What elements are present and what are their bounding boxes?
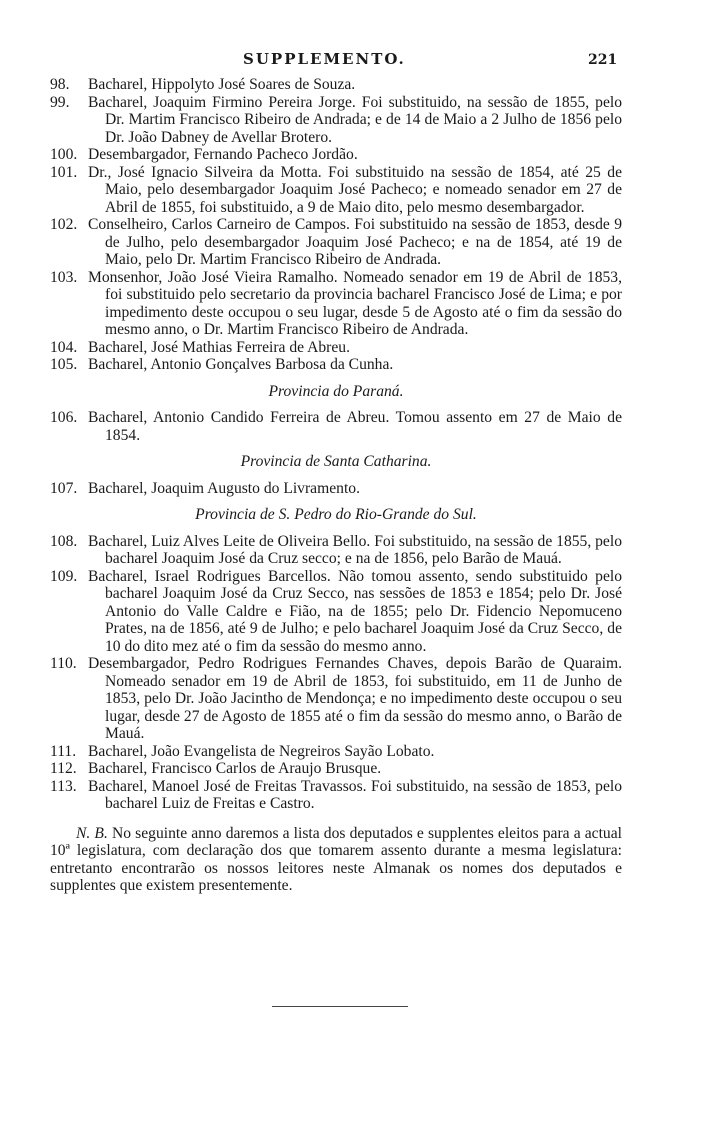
entry-text: Dr., José Ignacio Silveira da Motta. Foi substituido na sessão de 1854, até 25 de Maio, pelo desembargador Joaquim José Pacheco; e nomeado senador em 27 de Abril de 1855, foi substituido, a 9 de Maio dito, pelo mesmo desembargador.	[88, 163, 622, 216]
entry-list-rio-grande	[50, 533, 622, 813]
entry-number: 100.	[50, 146, 78, 163]
list-entry	[50, 568, 622, 656]
page-number: 221	[588, 52, 618, 68]
entry-number: 106.	[50, 409, 78, 426]
entry-number: 113.	[50, 777, 77, 795]
entry-list-sao-paulo	[50, 76, 622, 374]
province-heading-santa-catharina: Provincia de Santa Catharina.	[240, 453, 432, 470]
entry-number: 110.	[50, 655, 77, 672]
entry-list-santa-catharina	[50, 480, 622, 498]
list-entry	[50, 655, 622, 743]
entry-text: Bacharel, João Evangelista de Negreiros Sayão Lobato.	[88, 742, 435, 760]
nota-bene	[50, 825, 622, 895]
entry-number: 109.	[50, 567, 78, 585]
list-entry	[50, 76, 622, 94]
entry-number: 111.	[50, 742, 77, 760]
list-entry	[50, 760, 622, 778]
entry-text: Bacharel, Antonio Candido Ferreira de Abreu. Tomou assento em 27 de Maio de 1854.	[88, 409, 622, 444]
list-entry	[50, 146, 622, 164]
entry-number: 104.	[50, 338, 78, 356]
list-entry	[50, 269, 622, 339]
entry-number: 98.	[50, 76, 70, 93]
list-entry	[50, 409, 622, 444]
province-heading-parana: Provincia do Paraná.	[268, 382, 404, 400]
list-entry	[50, 778, 622, 813]
list-entry	[50, 164, 622, 217]
list-entry	[50, 743, 622, 761]
entry-text: Monsenhor, João José Vieira Ramalho. Nomeado senador em 19 de Abril de 1853, foi substituido pelo secretario da provincia bacharel Francisco José de Lima; e por impedimento deste occupou o seu lugar, desde 5 de Agosto até o fim da sessão do mesmo anno, o Dr. Martim Francisco Ribeiro de Andrada.	[88, 268, 622, 338]
list-entry	[50, 480, 622, 498]
entry-list-parana	[50, 409, 622, 444]
entry-number: 108.	[50, 532, 78, 550]
entry-text: Bacharel, Manoel José de Freitas Travassos. Foi substituido, na sessão de 1853, pelo bacharel Luiz de Freitas e Castro.	[88, 777, 622, 812]
list-entry	[50, 533, 622, 568]
entry-text: Bacharel, Hippolyto José Soares de Souza.	[88, 76, 356, 93]
entry-number: 103.	[50, 268, 78, 286]
closing-rule	[272, 1006, 408, 1007]
entry-text: Bacharel, Joaquim Augusto do Livramento.	[88, 479, 360, 497]
list-entry	[50, 356, 622, 374]
running-head: SUPPLEMENTO.	[243, 50, 406, 68]
entry-number: 101.	[50, 163, 78, 181]
entry-text: Bacharel, José Mathias Ferreira de Abreu.	[88, 338, 350, 356]
entry-text: Bacharel, Antonio Gonçalves Barbosa da Cunha.	[88, 356, 394, 373]
entry-text: Desembargador, Fernando Pacheco Jordão.	[88, 146, 358, 163]
entry-number: 112.	[50, 760, 77, 777]
entry-text: Conselheiro, Carlos Carneiro de Campos. Foi substituido na sessão de 1853, desde 9 de Julho, pelo desembargador Joaquim José Pacheco; e na de 1854, até 19 de Maio, pelo Dr. Martim Francisco Ribeiro de Andrada.	[88, 216, 622, 268]
entry-text: Bacharel, Luiz Alves Leite de Oliveira Bello. Foi substituido, na sessão de 1855, pelo bacharel Joaquim José da Cruz secco; e na de 1856, pelo Barão de Mauá.	[88, 532, 622, 567]
nota-bene-text: No seguinte anno daremos a lista dos deputados e supplentes eleitos para a actual 10ª legislatura, com declaração dos que tomarem assento durante a mesma legislatura: entretanto encontrarão os nossos leitores neste Almanak os nomes dos deputados e supplentes que existem presentemente.	[50, 824, 622, 894]
nota-bene-label: N. B.	[76, 824, 108, 842]
list-entry	[50, 216, 622, 269]
entry-number: 102.	[50, 216, 78, 233]
page-content	[50, 76, 622, 895]
entry-number: 99.	[50, 93, 70, 111]
entry-number: 105.	[50, 356, 78, 373]
list-entry	[50, 339, 622, 357]
entry-text: Desembargador, Pedro Rodrigues Fernandes Chaves, depois Barão de Quaraim. Nomeado senador em 19 de Abril de 1853, foi substituido, em 11 de Junho de 1853, pelo Dr. João Jacintho de Mendonça; e no impedimento deste occupou o seu lugar, desde 27 de Agosto de 1855 até o fim da sessão do mesmo anno, o Barão de Mauá.	[88, 655, 622, 742]
entry-text: Bacharel, Joaquim Firmino Pereira Jorge. Foi substituido, na sessão de 1855, pelo Dr. Martim Francisco Ribeiro de Andrada; e de 14 de Maio a 2 Julho de 1856 pelo Dr. João Dabney de Avellar Brotero.	[88, 93, 622, 146]
list-entry	[50, 94, 622, 147]
entry-text: Bacharel, Israel Rodrigues Barcellos. Não tomou assento, sendo substituido pelo bacharel Joaquim José da Cruz Secco, nas sessões de 1853 e 1854; pelo Dr. José Antonio do Valle Caldre e Fião, na de 1855; pelo Dr. Fidencio Nepomuceno Prates, na de 1856, até 9 de Julho; e pelo bacharel Joaquim José da Cruz Secco, de 10 do dito mez até o fim da sessão do mesmo anno.	[88, 567, 622, 655]
entry-text: Bacharel, Francisco Carlos de Araujo Brusque.	[88, 760, 382, 777]
province-heading-rio-grande: Provincia de S. Pedro do Rio-Grande do Sul.	[195, 506, 477, 523]
entry-number: 107.	[50, 479, 78, 497]
